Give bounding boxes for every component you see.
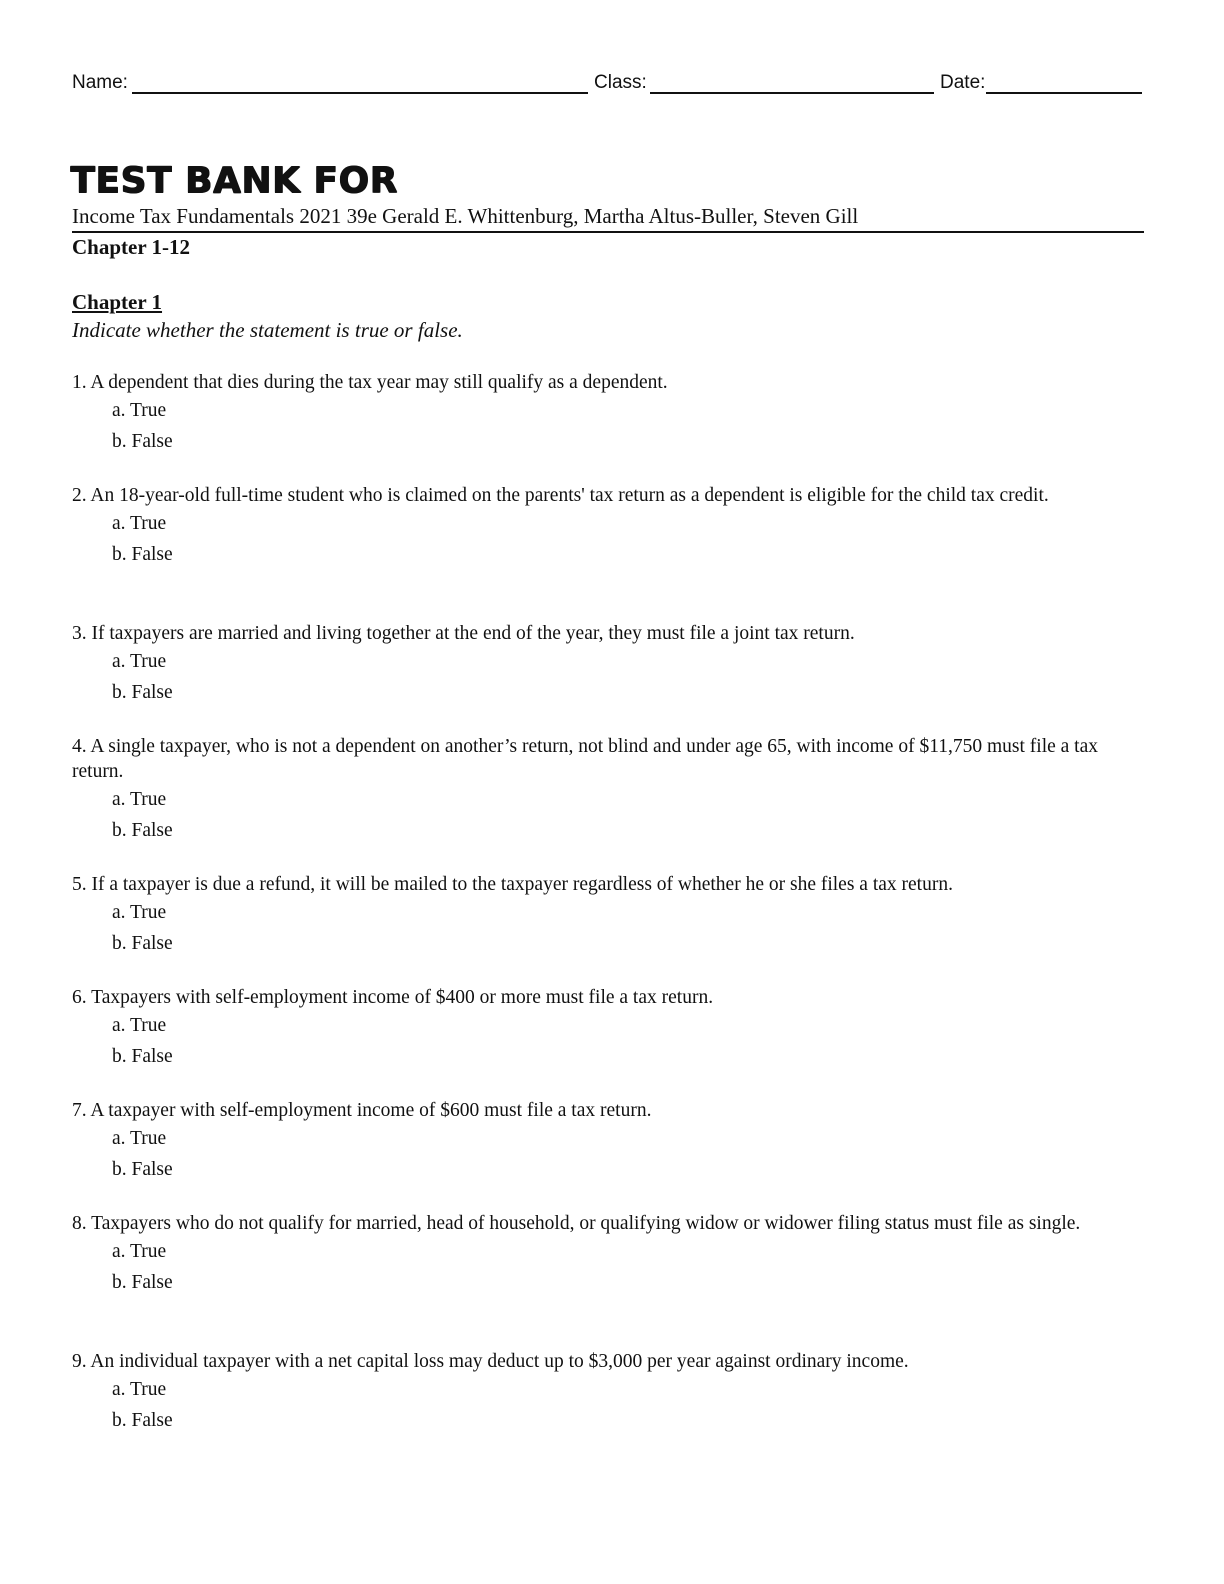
- date-label: Date:: [940, 72, 986, 93]
- option-true: a. True: [112, 902, 167, 923]
- question-9: [72, 1349, 1144, 1436]
- question-text: 7. A taxpayer with self-employment income of $600 must file a tax return.: [72, 1100, 652, 1121]
- question-4: [72, 734, 1144, 846]
- option-true: a. True: [112, 1241, 167, 1262]
- option-true: a. True: [112, 1128, 167, 1149]
- question-6: [72, 985, 1144, 1072]
- instructions-text: Indicate whether the statement is true or false.: [72, 318, 463, 342]
- question-1: [72, 370, 1144, 457]
- book-reference: Income Tax Fundamentals 2021 39e Gerald E. Whittenburg, Martha Altus-Buller, Steven Gill: [72, 204, 1144, 233]
- question-2: [72, 483, 1144, 570]
- class-blank-line: [650, 92, 934, 94]
- option-true: a. True: [112, 1379, 167, 1400]
- question-5: [72, 872, 1144, 959]
- question-7: [72, 1098, 1144, 1185]
- name-blank-line: [132, 92, 588, 94]
- chapter-heading: Chapter 1: [72, 290, 163, 314]
- question-text: 5. If a taxpayer is due a refund, it will be mailed to the taxpayer regardless of whether he or she files a tax return.: [72, 874, 953, 895]
- option-false: b. False: [112, 682, 173, 703]
- option-false: b. False: [112, 544, 173, 565]
- option-true: a. True: [112, 513, 167, 534]
- option-true: a. True: [112, 1015, 167, 1036]
- question-3: [72, 621, 1144, 708]
- option-true: a. True: [112, 651, 167, 672]
- question-text: 6. Taxpayers with self-employment income of $400 or more must file a tax return.: [72, 987, 714, 1008]
- document-title: TEST BANK FOR: [70, 160, 398, 201]
- option-true: a. True: [112, 789, 167, 810]
- option-false: b. False: [112, 820, 173, 841]
- question-text: 1. A dependent that dies during the tax year may still qualify as a dependent.: [72, 372, 668, 393]
- question-text: 8. Taxpayers who do not qualify for married, head of household, or qualifying widow or widower filing status must file as single.: [72, 1213, 1081, 1234]
- option-false: b. False: [112, 933, 173, 954]
- question-text: 2. An 18-year-old full-time student who is claimed on the parents' tax return as a dependent is eligible for the child tax credit.: [72, 485, 1049, 506]
- question-text: 9. An individual taxpayer with a net capital loss may deduct up to $3,000 per year against ordinary income.: [72, 1351, 909, 1372]
- option-false: b. False: [112, 431, 173, 452]
- option-false: b. False: [112, 1410, 173, 1431]
- question-text: 3. If taxpayers are married and living together at the end of the year, they must file a joint tax return.: [72, 623, 855, 644]
- question-8: [72, 1211, 1144, 1298]
- class-label: Class:: [594, 72, 647, 93]
- option-false: b. False: [112, 1159, 173, 1180]
- option-true: a. True: [112, 400, 167, 421]
- name-label: Name:: [72, 72, 128, 93]
- option-false: b. False: [112, 1046, 173, 1067]
- chapters-range: Chapter 1-12: [72, 235, 191, 259]
- option-false: b. False: [112, 1272, 173, 1293]
- question-text: 4. A single taxpayer, who is not a dependent on another’s return, not blind and under age 65, with income of $11,750 must file a tax return.: [72, 736, 1098, 782]
- student-info-row: [72, 70, 1144, 98]
- date-blank-line: [986, 92, 1142, 94]
